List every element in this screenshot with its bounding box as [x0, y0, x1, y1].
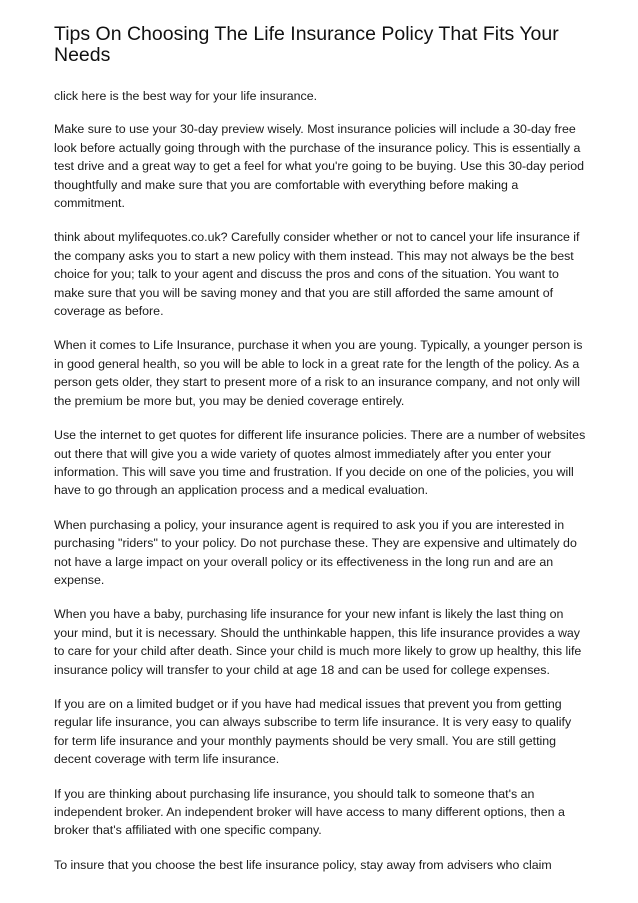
paragraph-riders: When purchasing a policy, your insurance agent is required to ask you if you are interested in purchasing "riders" to your policy. Do not purchase these. They are expensive and ultimately do not have a large impact on your overall policy or its effectiveness in the long run and are an expense. — [54, 517, 577, 587]
paragraph-advisers: To insure that you choose the best life insurance policy, stay away from advisers who claim — [54, 857, 552, 872]
paragraph-infant-insurance: When you have a baby, purchasing life insurance for your new infant is likely the last thing on your mind, but it is necessary. Should the unthinkable happen, this life insurance provides a way to care for your child after death. Since your child is much more likely to grow up healthy, this life insurance policy will transfer to your child at age 18 and can be used for college expenses. — [54, 607, 582, 677]
intro-paragraph — [54, 87, 586, 105]
paragraph-independent-broker: If you are thinking about purchasing life insurance, you should talk to someone that's an independent broker. An independent broker will have access to many different options, then a broker that's affiliated with one specific company. — [54, 786, 565, 838]
paragraph-term-insurance: If you are on a limited budget or if you have had medical issues that prevent you from getting regular life insurance, you can always subscribe to term life insurance. It is very easy to qualify for term life insurance and your monthly payments should be very small. You are still getting decent coverage with term life insurance. — [54, 696, 572, 767]
page-title: Tips On Choosing The Life Insurance Policy That Fits Your Needs — [54, 23, 559, 66]
paragraph-cancel-policy: think about mylifequotes.co.uk? Carefully consider whether or not to cancel your life insurance if the company asks you to start a new policy with them instead. This may not always be the best choice for you; talk to your agent and discuss the pros and cons of the situation. You want to make sure that you will be saving money and that you are still afforded the same amount of coverage as before. — [54, 230, 580, 319]
life-insurance-link[interactable]: click here is the best way for your life insurance. — [54, 89, 318, 103]
paragraph-buy-young: When it comes to Life Insurance, purchase it when you are young. Typically, a younger person is in good general health, so you will be able to lock in a great rate for the length of the policy. As a person gets older, they start to present more of a risk to an insurance company, and not only will the premium be more but, you may be denied coverage entirely. — [54, 338, 583, 408]
paragraph-online-quotes: Use the internet to get quotes for different life insurance policies. There are a number of websites out there that will give you a wide variety of quotes almost immediately after you enter your information. This will save you time and frustration. If you decide on one of the policies, you will have to go through an application process and a medical evaluation. — [54, 428, 586, 498]
paragraph-preview-period: Make sure to use your 30-day preview wisely. Most insurance policies will include a 30-day free look before actually going through with the purchase of the insurance policy. This is essentially a test drive and a great way to get a feel for what you're going to be buying. Use this 30-day period thoughtfully and make sure that you are comfortable with everything before making a commitment. — [54, 122, 584, 211]
